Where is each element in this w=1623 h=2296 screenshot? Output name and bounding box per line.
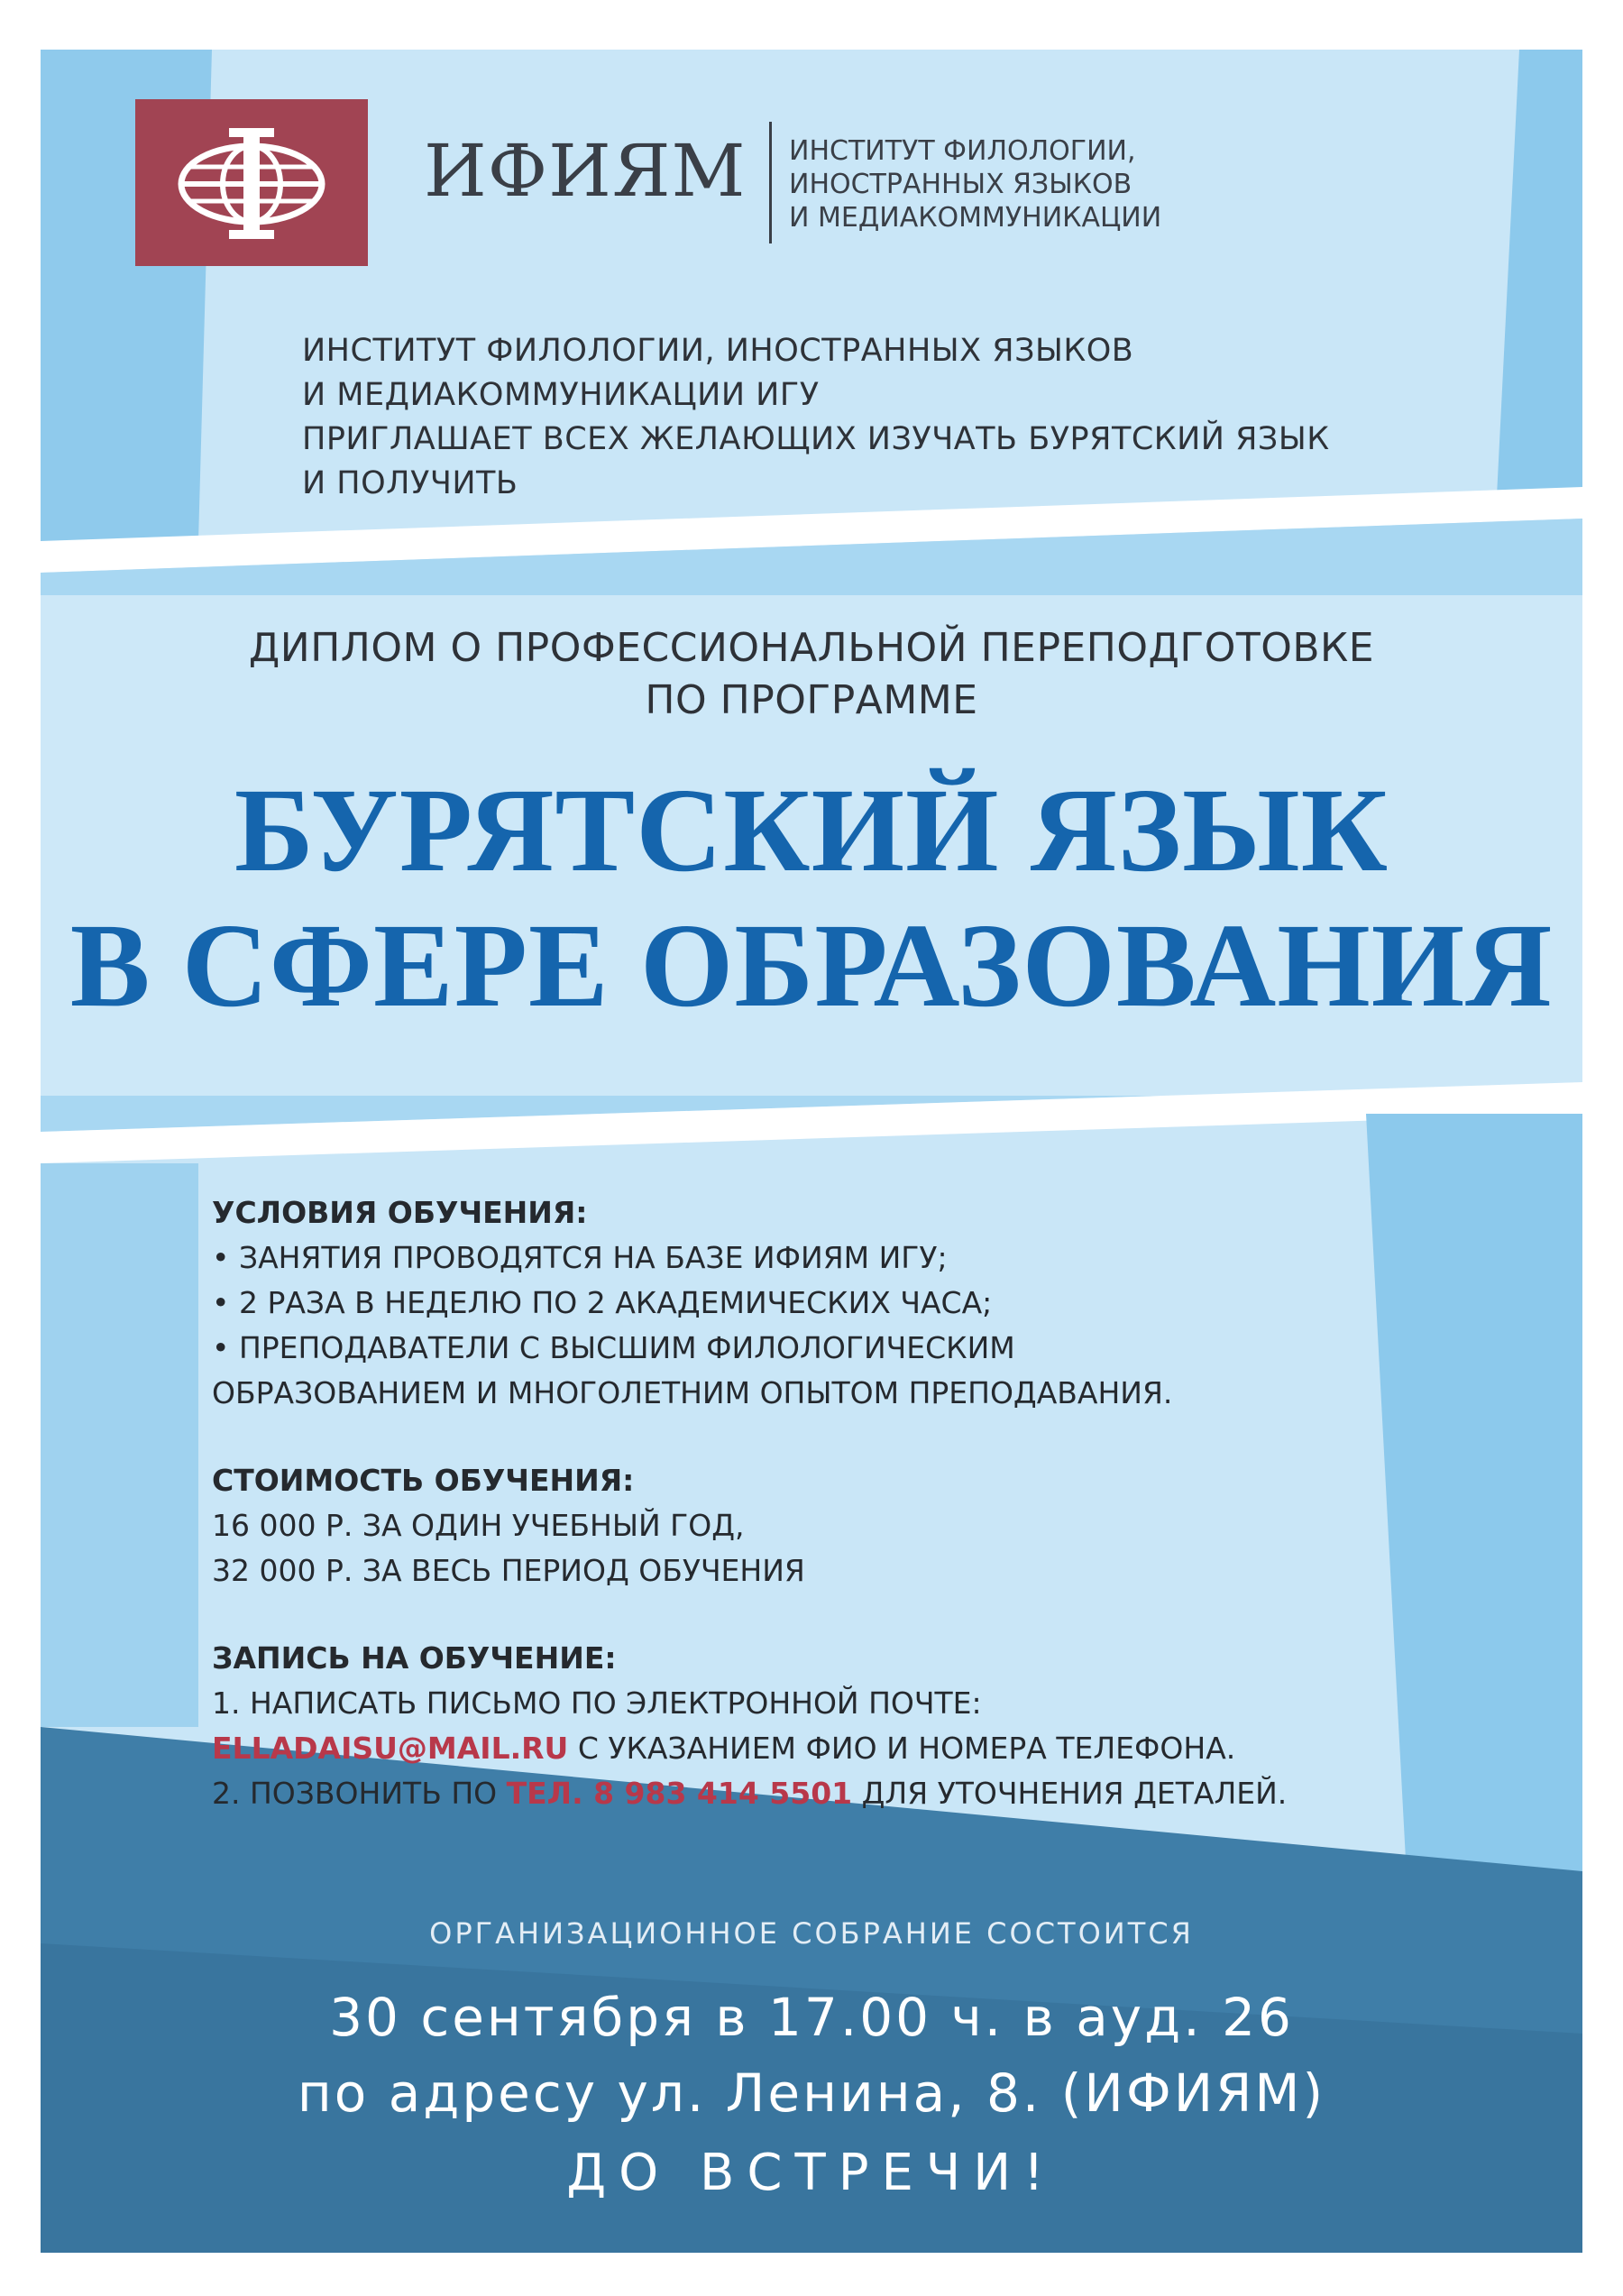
intro-text (302, 329, 1330, 506)
globe-phi-icon (135, 99, 368, 266)
email-link[interactable]: ELLADAISU@MAIL.RU (212, 1731, 569, 1766)
diploma-line: ПО ПРОГРАММЕ (645, 677, 978, 723)
enroll-heading: ЗАПИСЬ НА ОБУЧЕНИЕ: (212, 1640, 617, 1676)
brand-divider (769, 122, 772, 243)
conditions-line: • ЗАНЯТИЯ ПРОВОДЯТСЯ НА БАЗЕ ИФИЯМ ИГУ; (212, 1240, 948, 1275)
brand-subtitle-line: И МЕДИАКОММУНИКАЦИИ (789, 202, 1162, 234)
diploma-line: ДИПЛОМ О ПРОФЕССИОНАЛЬНОЙ ПЕРЕПОДГОТОВКЕ (248, 625, 1375, 671)
cost-line: 32 000 Р. ЗА ВЕСЬ ПЕРИОД ОБУЧЕНИЯ (212, 1553, 805, 1588)
headline-line: В СФЕРЕ ОБРАЗОВАНИЯ (69, 898, 1554, 1032)
phone-link[interactable]: ТЕЛ. 8 983 414 5501 (506, 1776, 853, 1811)
details-block (212, 1190, 1287, 1816)
call-prefix: 2. ПОЗВОНИТЬ ПО (212, 1776, 507, 1811)
brand-name: ИФИЯМ (424, 129, 747, 213)
poster (41, 50, 1582, 2253)
call-suffix: ДЛЯ УТОЧНЕНИЯ ДЕТАЛЕЙ. (852, 1776, 1288, 1811)
diploma-title (41, 622, 1582, 727)
brand-subtitle-line: ИНСТИТУТ ФИЛОЛОГИИ, (789, 135, 1136, 167)
program-headline (41, 762, 1582, 1033)
cost-heading: СТОИМОСТЬ ОБУЧЕНИЯ: (212, 1463, 635, 1498)
conditions-line: ОБРАЗОВАНИЕМ И МНОГОЛЕТНИМ ОПЫТОМ ПРЕПОДАВАНИЯ. (212, 1375, 1173, 1410)
intro-line: ИНСТИТУТ ФИЛОЛОГИИ, ИНОСТРАННЫХ ЯЗЫКОВ (302, 333, 1134, 369)
logo-emblem (135, 99, 368, 266)
meeting-line: по адресу ул. Ленина, 8. (ИФИЯМ) (297, 2062, 1326, 2124)
enroll-email-line (212, 1726, 1287, 1771)
intro-line: И МЕДИАКОММУНИКАЦИИ ИГУ (302, 377, 820, 413)
conditions-line: • ПРЕПОДАВАТЕЛИ С ВЫСШИМ ФИЛОЛОГИЧЕСКИМ (212, 1330, 1015, 1365)
enroll-email-instruction: 1. НАПИСАТЬ ПИСЬМО ПО ЭЛЕКТРОННОЙ ПОЧТЕ: (212, 1685, 982, 1721)
meeting-line: 30 сентября в 17.00 ч. в ауд. 26 (329, 1987, 1294, 2048)
brand-subtitle (789, 134, 1161, 234)
enroll-phone-line (212, 1771, 1287, 1816)
email-suffix: С УКАЗАНИЕМ ФИО И НОМЕРА ТЕЛЕФОНА. (568, 1731, 1236, 1766)
brand-subtitle-line: ИНОСТРАННЫХ ЯЗЫКОВ (789, 169, 1132, 200)
meeting-intro: ОРГАНИЗАЦИОННОЕ СОБРАНИЕ СОСТОИТСЯ (429, 1916, 1194, 1951)
farewell-text: ДО ВСТРЕЧИ! (566, 2144, 1057, 2202)
cost-line: 16 000 Р. ЗА ОДИН УЧЕБНЫЙ ГОД, (212, 1508, 745, 1543)
intro-line: ПРИГЛАШАЕТ ВСЕХ ЖЕЛАЮЩИХ ИЗУЧАТЬ БУРЯТСКИЙ ЯЗЫК (302, 421, 1330, 457)
intro-line: И ПОЛУЧИТЬ (302, 465, 518, 501)
conditions-line: • 2 РАЗА В НЕДЕЛЮ ПО 2 АКАДЕМИЧЕСКИХ ЧАСА; (212, 1285, 993, 1320)
headline-line: БУРЯТСКИЙ ЯЗЫК (234, 763, 1389, 896)
conditions-heading: УСЛОВИЯ ОБУЧЕНИЯ: (212, 1195, 588, 1230)
meeting-block (41, 1916, 1582, 2202)
